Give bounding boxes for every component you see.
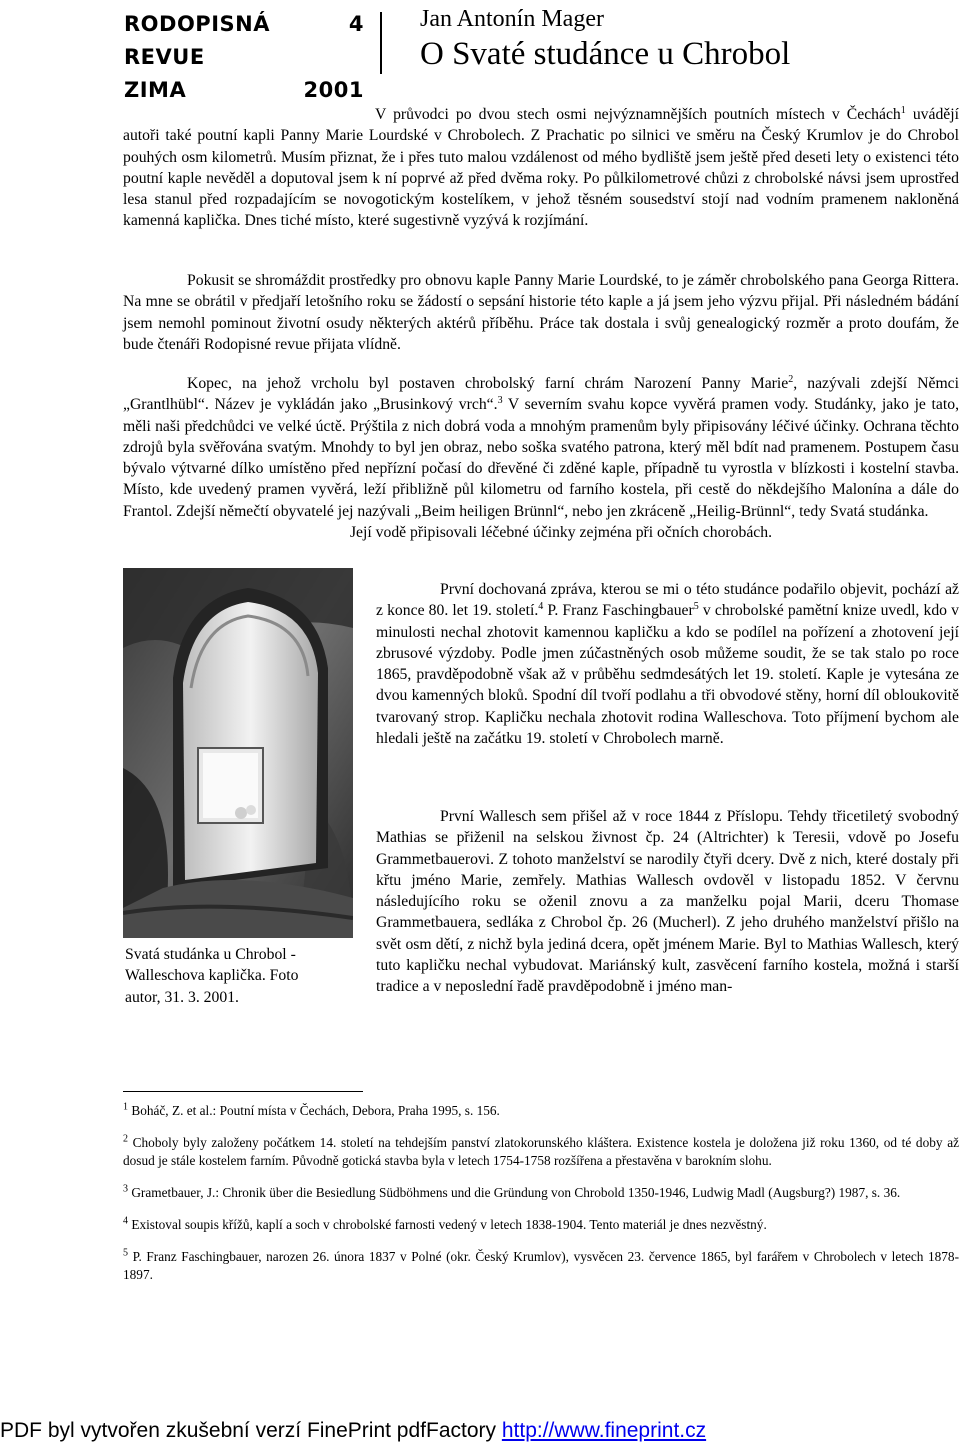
footnote-text: Boháč, Z. et al.: Poutní místa v Čechách, Debora, Praha 1995, s. 156. [128,1103,500,1118]
issue-year: 2001 [303,78,364,102]
footnote-4 [123,1216,959,1234]
footnote-3 [123,1184,959,1202]
footnote-separator [123,1091,363,1092]
paragraph-text: P. Franz Faschingbauer [543,602,694,620]
intro-paragraph-1 [123,104,959,232]
issue-number: 4 [348,12,364,36]
footnote-ref-1[interactable]: 1 [900,104,906,116]
paragraph-text: uvádějí autoři také poutní kapli Panny Marie Lourdské v Chrobolech. Z Prachatic po silnici ve směru na Český Krumlov je do Chrobol pouhých osm kilometrů. Musím přiznat, že i přes tuto malou vzdálenost od mého bydliště jsem ještě před deseti lety o existenci této poutní kaple nevěděl a doputoval jsem k ní poprvé až před dvěma roky. Po půlkilometrové chůzi z chrobolské návsi jsem uprostřed lesa stanul před rozpadajícím se novogotickým kostelíkem, v jehož těsném sousedství stojí nad vodním pramenem nakloněná kamenná kaplička. Dnes tiché místo, které sugestivně vyzývá k rozjímání. [123,106,959,230]
article-heading [420,4,790,74]
footnote-text: Existoval soupis křížů, kaplí a soch v chrobolské farnosti vedený v letech 1838-1904. Tento materiál je dnes nezvěstný. [128,1217,767,1232]
pdf-footer [0,1418,960,1444]
footnote-number: 4 [123,1215,128,1227]
footnote-2 [123,1134,959,1170]
footnote-text: P. Franz Faschingbauer, narozen 26. února 1837 v Polné (okr. Český Krumlov), vysvěcen 23. července 1865, byl farářem v Chrobolech v letech 1878-1897. [123,1249,959,1282]
header-divider [380,12,382,74]
column-paragraph-2 [376,806,959,998]
photo-caption: Svatá studánka u Chrobol - Walleschova kaplička. Foto autor, 31. 3. 2001. [125,946,299,1006]
footnote-text: Grametbauer, J.: Chronik über die Besiedlung Südböhmens und die Gründung von Chrobold 1350-1946, Ludwig Madl (Augsburg?) 1987, s. 36. [128,1185,901,1200]
article-author: Jan Antonín Mager [420,6,604,32]
footnote-number: 1 [123,1101,128,1113]
footnote-text: Choboly byly založeny počátkem 14. století na tehdejším panství zlatokorunského kláštera. Existence kostela je doložena již roku 1360, od té doby až dosud je stále kostelem farním. Původně gotická stavba byla v letech 1754-1758 rozšířena a přestavěna v barokním slohu. [123,1135,959,1168]
paragraph-text: V průvodci po dvou stech osmi nejvýznamnějších poutních místech v Čechách [375,106,901,123]
intro-paragraph-2 [123,270,959,355]
paragraph-text: Kopec, na jehož vrcholu byl postaven chrobolský farní chrám Narození Panny Marie [187,375,789,392]
footnote-1 [123,1102,959,1120]
footnote-ref-3[interactable]: 3 [497,395,503,407]
footnote-number: 3 [123,1183,128,1195]
journal-name: RODOPISNÁ REVUE [124,12,270,69]
paragraph-text: , nazývali zdejší Němci „Grantlhübl“. Název je vykládán jako „Brusinkový vrch“. [123,375,959,414]
footnote-number: 5 [123,1247,128,1259]
footnotes [123,1102,959,1298]
footnote-5 [123,1248,959,1284]
paragraph-text: První Wallesch sem přišel až v roce 1844 z Příslopu. Tehdy třicetiletý svobodný Mathias se přiženil na selskou živnost čp. 24 (Altrichter) k Teresii, vdově po Josefu Grammetbauerovi. Z tohoto manželství se narodily čtyři dcery. Dvě z nich, které dostaly při křtu jméno Marie, zemřely. Mathias Wallesch ovdověl v listopadu 1852. V červnu následujícího roku se oženil znovu a za manželku pojal Marii, dceru Thomase Grammetbauera, sedláka z Chrobol čp. 26 (Mucherl). Z jeho druhého manželství přišlo na svět osm dětí, z nichž byla jediná dcera, opět jménem Marie. Byl to Mathias Wallesch, který tuto kapličku nechal vybudovat. Mariánský kult, zasvěcení farního kostela, možná i starší tradice a v neposlední řadě pravděpodobně i jméno man- [376,808,959,996]
paragraph-text: Pokusit se shromáždit prostředky pro obnovu kaple Panny Marie Lourdské, to je záměr chrobolského pana Georga Rittera. Na mne se obrátil v předjaří letošního roku se žádostí o sepsání historie této kaple a já jsem jeho výzvu přijal. Při následném bádání jsem nemohl pominout životní osudy některých aktérů příběhu. Práce tak dostala i svůj genealogický rozměr a proto doufám, že bude čtenáři Rodopisné revue přijata vlídně. [123,272,959,353]
paragraph-text: v chrobolské pamětní knize uvedl, kdo v minulosti nechal zhotovit kamennou kapličku a kdo se podílel na pořízení a zhotovení její zbrusové výzdoby. Podle jmen zúčastněných osob můžeme soudit, že se tak stalo po roce 1865, pravděpodobně však až v průběhu sedmdesátých let 19. století. Kaple je vytesána ze dvou kamenných bloků. Spodní díl tvoří podlahu a tři obvodové stěny, horní díl obloukovitě tvarovaný strop. Kapličku nechala zhotovit rodina Walleschova. Toto příjmení bychom ale hledali ještě na začátku 19. století v Chrobolech marně. [376,602,959,748]
footnote-ref-5[interactable]: 5 [693,601,699,613]
issue-season: ZIMA [124,78,187,102]
footer-text: PDF byl vytvořen zkušební verzí FinePrint pdfFactory [0,1419,502,1442]
paragraph-last-line: Její vodě připisovali léčebné účinky zejména při očních chorobách. [349,524,773,542]
intro-paragraph-3 [123,373,959,543]
paragraph-text: První dochovaná zpráva, kterou se mi o této studánce podařilo objevit, pochází až z konce 80. let 19. století. [376,581,959,620]
footer-link[interactable]: http://www.fineprint.cz [501,1419,707,1442]
chapel-photo [123,568,353,938]
paragraph-text: V severním svahu kopce vyvěrá pramen vody. Studánky, jako je tato, měli naši předchůdci ve velké úctě. Prýštila z nich dobrá voda a mnohým pramenům byly připisovány léčivé účinky. Ochrana těchto zdrojů byla svěřována svatým. Mnohdy to byl jen obraz, nebo soška svatého patrona, který měl bdít nad pramenem. Postupem času bývalo výtvarné dílko umístěno před nepřízní počasí do dřevěné či zděné kaple, případně tu vyrostla v blízkosti i kostelní stavba. Místo, kde uvedený pramen vyvěrá, leží přibližně půl kilometru od farního kostela, při cestě do někdejšího Malonína a dále do Frantol. Zdejší němečtí obyvatelé jej nazývali „Beim heiligen Brünnl“, nebo jen zkráceně „Heilig-Brünnl“, tedy Svatá studánka. [123,396,959,520]
footnote-ref-4[interactable]: 4 [538,601,544,613]
footnote-ref-2[interactable]: 2 [788,373,794,385]
journal-masthead [124,8,364,107]
footnote-number: 2 [123,1133,128,1145]
article-title: O Svaté studánce u Chrobol [420,36,791,72]
column-paragraph-1 [376,579,959,749]
